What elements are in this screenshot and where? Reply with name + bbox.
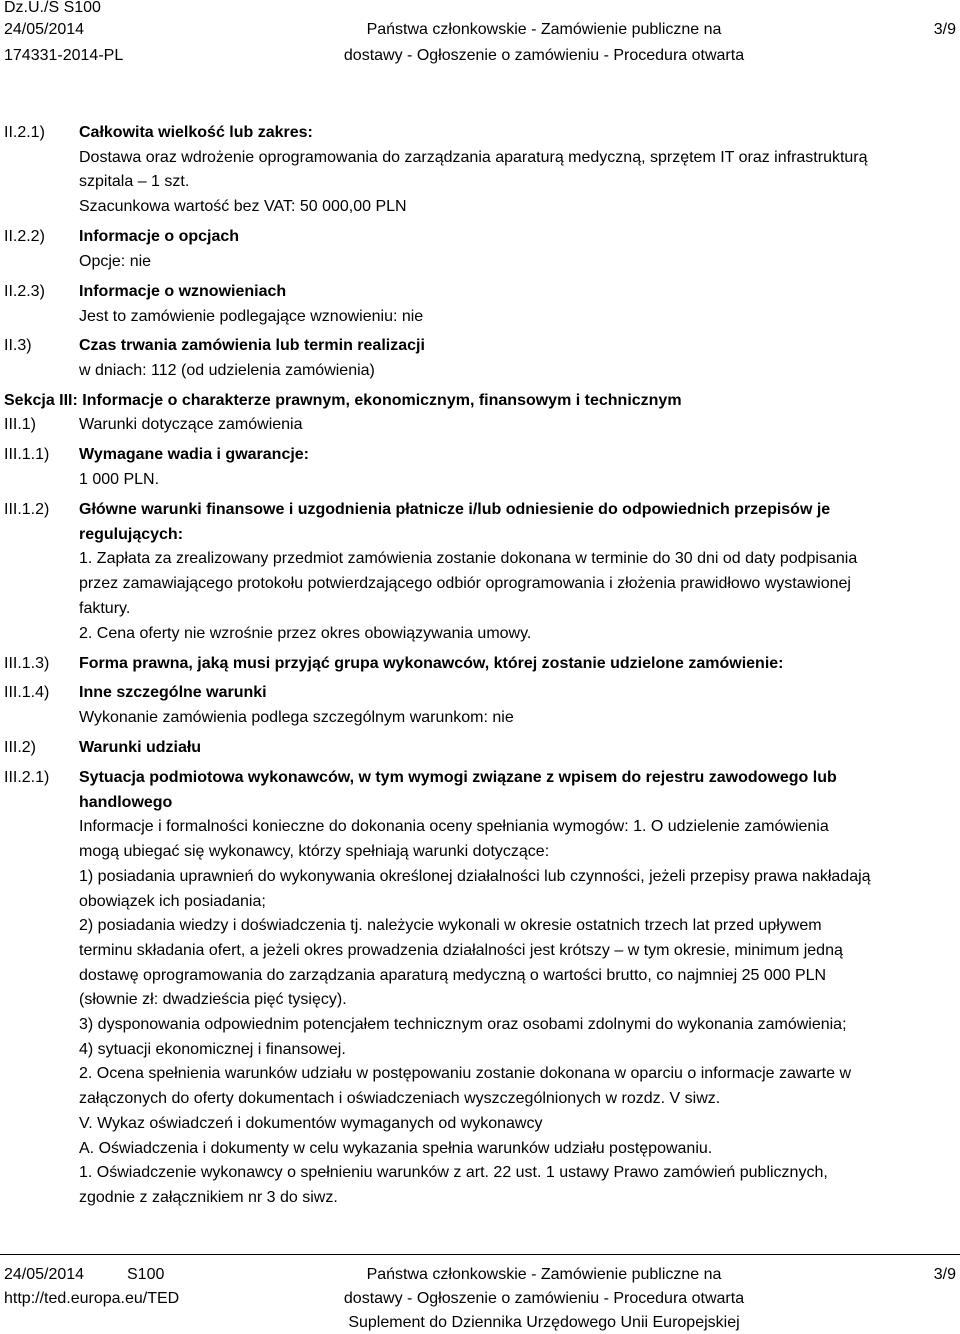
header-title-line2: dostawy - Ogłoszenie o zamówieniu - Procedura otwarta: [343, 47, 745, 64]
duration-text: w dniach: 112 (od udzielenia zamówienia): [79, 361, 375, 379]
personal-situation-block: [79, 766, 955, 1211]
total-scope-text: Dostawa oraz wdrożenie oprogramowania do zarządzania aparaturą medyczną, sprzętem IT oraz infrastrukturą: [79, 148, 868, 166]
options-block: [79, 225, 955, 274]
footer-date: 24/05/2014: [4, 1266, 85, 1283]
renewals-text: Jest to zamówienie podlegające wznowieniu: nie: [79, 307, 424, 325]
footer-title-line1: Państwa członkowskie - Zamówienie publiczne na: [366, 1266, 722, 1283]
deposits-block: [79, 443, 955, 492]
header-title-line1: Państwa członkowskie - Zamówienie publiczne na: [366, 21, 722, 38]
personal-situation-line: 2. Ocena spełnienia warunków udziału w postępowaniu zostanie dokonana w oparciu o informacje zawarte w: [79, 1065, 851, 1083]
section-number: III.1.4): [4, 684, 50, 701]
financing-text: 2. Cena oferty nie wzrośnie przez okres obowiązywania umowy.: [79, 624, 532, 642]
personal-situation-line: zgodnie z załącznikiem nr 3 do siwz.: [79, 1188, 338, 1206]
personal-situation-line: V. Wykaz oświadczeń i dokumentów wymaganych od wykonawcy: [79, 1114, 543, 1132]
duration-heading: Czas trwania zamówienia lub termin realizacji: [79, 337, 425, 354]
section-number: II.2.2): [4, 228, 45, 245]
personal-situation-line: terminu składania ofert, a jeżeli okres prowadzenia działalności jest krótszy – w tym okresie, minimum jedną: [79, 941, 843, 959]
financing-heading: Główne warunki finansowe i uzgodnienia płatnicze i/lub odniesienie do odpowiednich przepisów je: [79, 501, 831, 518]
footer-url[interactable]: http://ted.europa.eu/TED: [4, 1290, 180, 1307]
footer-series: S100: [127, 1266, 165, 1283]
personal-situation-line: obowiązek ich posiadania;: [79, 892, 266, 910]
header-page-number: 3/9: [933, 21, 956, 38]
section-number: III.2): [4, 739, 37, 756]
renewals-block: [79, 280, 955, 329]
total-scope-heading: Całkowita wielkość lub zakres:: [79, 124, 313, 141]
personal-situation-heading: handlowego: [79, 793, 173, 811]
financing-block: [79, 498, 955, 646]
personal-situation-line: Informacje i formalności konieczne do dokonania oceny spełniania wymogów: 1. O udzielenie zamówienia: [79, 818, 829, 836]
personal-situation-heading: Sytuacja podmiotowa wykonawców, w tym wymogi związane z wpisem do rejestru zawodowego lub: [79, 769, 837, 786]
contract-conditions-heading: Warunki dotyczące zamówienia: [79, 416, 303, 433]
special-conditions-text: Wykonanie zamówienia podlega szczególnym warunkom: nie: [79, 708, 514, 726]
section-number: III.1): [4, 416, 37, 433]
section-number: II.2.1): [4, 124, 45, 141]
special-conditions-heading: Inne szczególne warunki: [79, 684, 267, 701]
section-number: III.1.1): [4, 446, 50, 463]
special-conditions-block: [79, 681, 955, 730]
participation-block: [79, 736, 955, 761]
financing-text: faktury.: [79, 599, 131, 617]
estimated-value: Szacunkowa wartość bez VAT: 50 000,00 PLN: [79, 198, 407, 216]
personal-situation-line: 1. Oświadczenie wykonawcy o spełnieniu warunków z art. 22 ust. 1 ustawy Prawo zamówień publicznych,: [79, 1164, 828, 1182]
personal-situation-line: 4) sytuacji ekonomicznej i finansowej.: [79, 1040, 346, 1058]
deposits-heading: Wymagane wadia i gwarancje:: [79, 446, 310, 463]
personal-situation-line: A. Oświadczenia i dokumenty w celu wykazania spełnia warunków udziału postępowaniu.: [79, 1139, 713, 1157]
deposits-text: 1 000 PLN.: [79, 470, 160, 488]
header-notice-number: 174331-2014-PL: [4, 47, 124, 64]
footer-page-number: 3/9: [933, 1266, 956, 1283]
legal-form-block: [79, 652, 955, 677]
contract-conditions-block: [79, 413, 955, 438]
personal-situation-line: dostawę oprogramowania do zarządzania aparaturą medyczną o wartości brutto, co najmniej 25 000 PLN: [79, 966, 827, 984]
financing-text: 1. Zapłata za zrealizowany przedmiot zamówienia zostanie dokonana w terminie do 30 dni od daty podpisania: [79, 550, 858, 568]
legal-form-heading: Forma prawna, jaką musi przyjąć grupa wykonawców, której zostanie udzielone zamówienie:: [79, 655, 784, 672]
duration-block: [79, 334, 955, 383]
personal-situation-line: 3) dysponowania odpowiednim potencjałem technicznym oraz osobami zdolnymi do wykonania zamówienia;: [79, 1016, 847, 1034]
section-number: II.2.3): [4, 283, 45, 300]
footer-divider: [0, 1254, 960, 1255]
section-number: III.1.2): [4, 501, 50, 518]
participation-heading: Warunki udziału: [79, 739, 202, 756]
header-journal-ref: Dz.U./S S100: [4, 0, 101, 16]
options-text: Opcje: nie: [79, 252, 152, 270]
financing-text: przez zamawiającego protokołu potwierdzającego odbiór oprogramowania i złożenia prawidłowo wystawionej: [79, 575, 851, 593]
personal-situation-line: załączonych do oferty dokumentach i oświadczeniach wyszczególnionych w rozdz. V siwz.: [79, 1090, 721, 1108]
footer-supplement: Suplement do Dziennika Urzędowego Unii Europejskiej: [348, 1314, 740, 1331]
header-date: 24/05/2014: [4, 21, 85, 38]
total-scope-block: [79, 121, 955, 220]
section-number: II.3): [4, 337, 32, 354]
personal-situation-line: (słownie zł: dwadzieścia pięć tysięcy).: [79, 991, 347, 1009]
personal-situation-line: mogą ubiegać się wykonawcy, którzy spełniają warunki dotyczące:: [79, 843, 550, 861]
section-number: III.2.1): [4, 769, 50, 786]
personal-situation-line: 2) posiadania wiedzy i doświadczenia tj. należycie wykonali w okresie ostatnich trzech lat przed upływem: [79, 917, 822, 935]
personal-situation-line: 1) posiadania uprawnień do wykonywania określonej działalności lub czynności, jeżeli przepisy prawa nakładają: [79, 867, 871, 885]
financing-heading: regulujących:: [79, 525, 184, 543]
options-heading: Informacje o opcjach: [79, 228, 240, 245]
renewals-heading: Informacje o wznowieniach: [79, 283, 287, 300]
section-iii-title: Sekcja III: Informacje o charakterze prawnym, ekonomicznym, finansowym i technicznym: [4, 392, 682, 409]
section-number: III.1.3): [4, 655, 50, 672]
total-scope-text: szpitala – 1 szt.: [79, 173, 190, 191]
footer-title-line2: dostawy - Ogłoszenie o zamówieniu - Procedura otwarta: [343, 1290, 745, 1307]
